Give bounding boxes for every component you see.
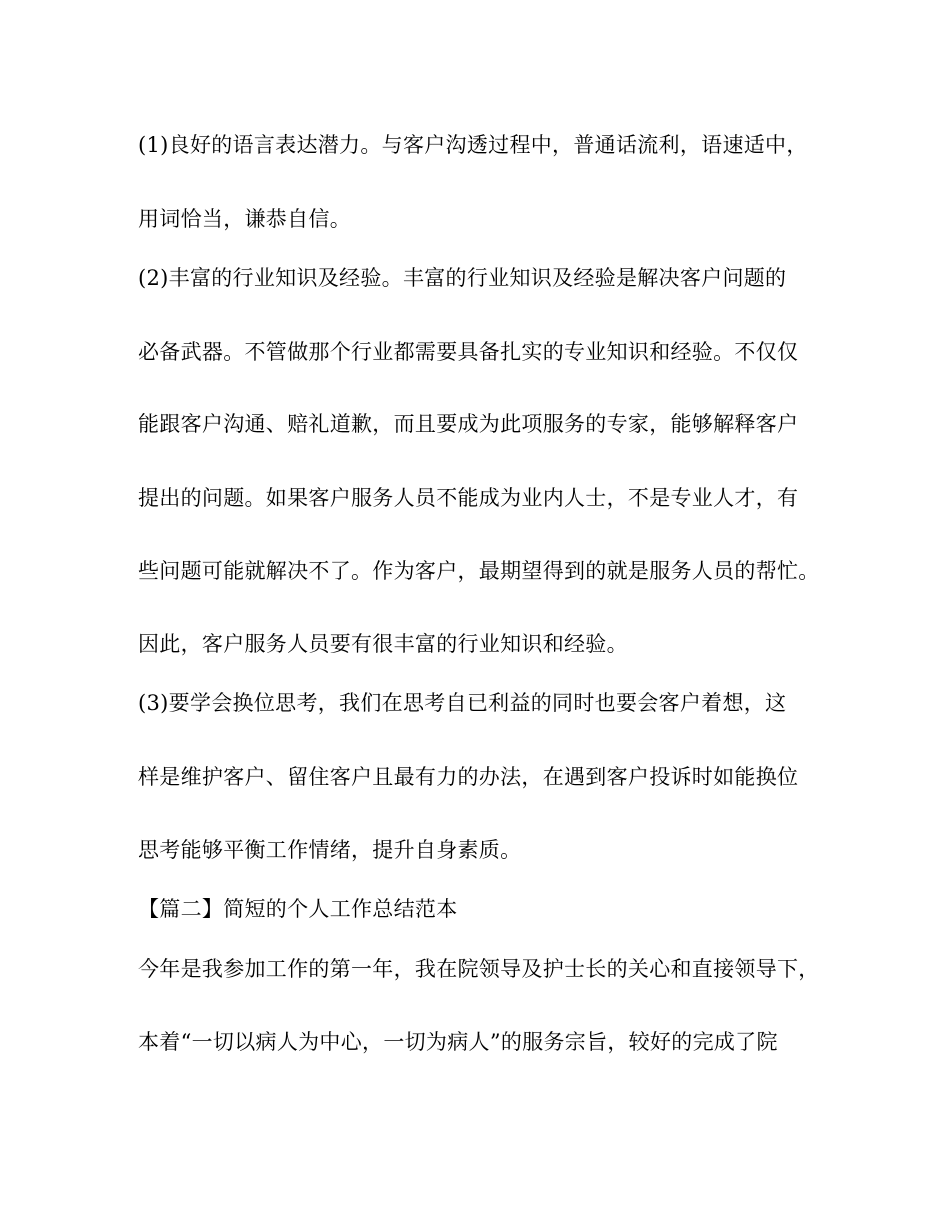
paragraph-line: 因此，客户服务人员要有很丰富的行业知识和经验。 [138,632,628,656]
paragraph-line: 能跟客户沟通、赔礼道歉，而且要成为此项服务的专家，能够解释客户 [138,412,799,436]
paragraph-line: (1)良好的语言表达潜力。与客户沟透过程中，普通话流利，语速适中， [138,133,808,157]
paragraph-line: (3)要学会换位思考，我们在思考自已利益的同时也要会客户着想，这 [138,691,787,715]
paragraph-line: 用词恰当，谦恭自信。 [138,207,351,231]
paragraph-line: 提出的问题。如果客户服务人员不能成为业内人士，不是专业人才，有 [138,486,799,510]
paragraph-line: 本着“一切以病人为中心，一切为病人”的服务宗旨，较好的完成了院 [138,1030,778,1054]
paragraph-line: (2)丰富的行业知识及经验。丰富的行业知识及经验是解决客户问题的 [138,266,787,290]
paragraph-line: 样是维护客户、留住客户且最有力的办法，在遇到客户投诉时如能换位 [138,765,799,789]
paragraph-line: 思考能够平衡工作情绪，提升自身素质。 [138,838,522,862]
paragraph-line: 些问题可能就解决不了。作为客户，最期望得到的就是服务人员的帮忙。 [138,559,820,583]
paragraph-line: 必备武器。不管做那个行业都需要具备扎实的专业知识和经验。不仅仅 [138,340,799,364]
section-heading: 【篇二】简短的个人工作总结范本 [138,897,458,921]
paragraph-line: 今年是我参加工作的第一年，我在院领导及护士长的关心和直接领导下， [138,957,820,981]
